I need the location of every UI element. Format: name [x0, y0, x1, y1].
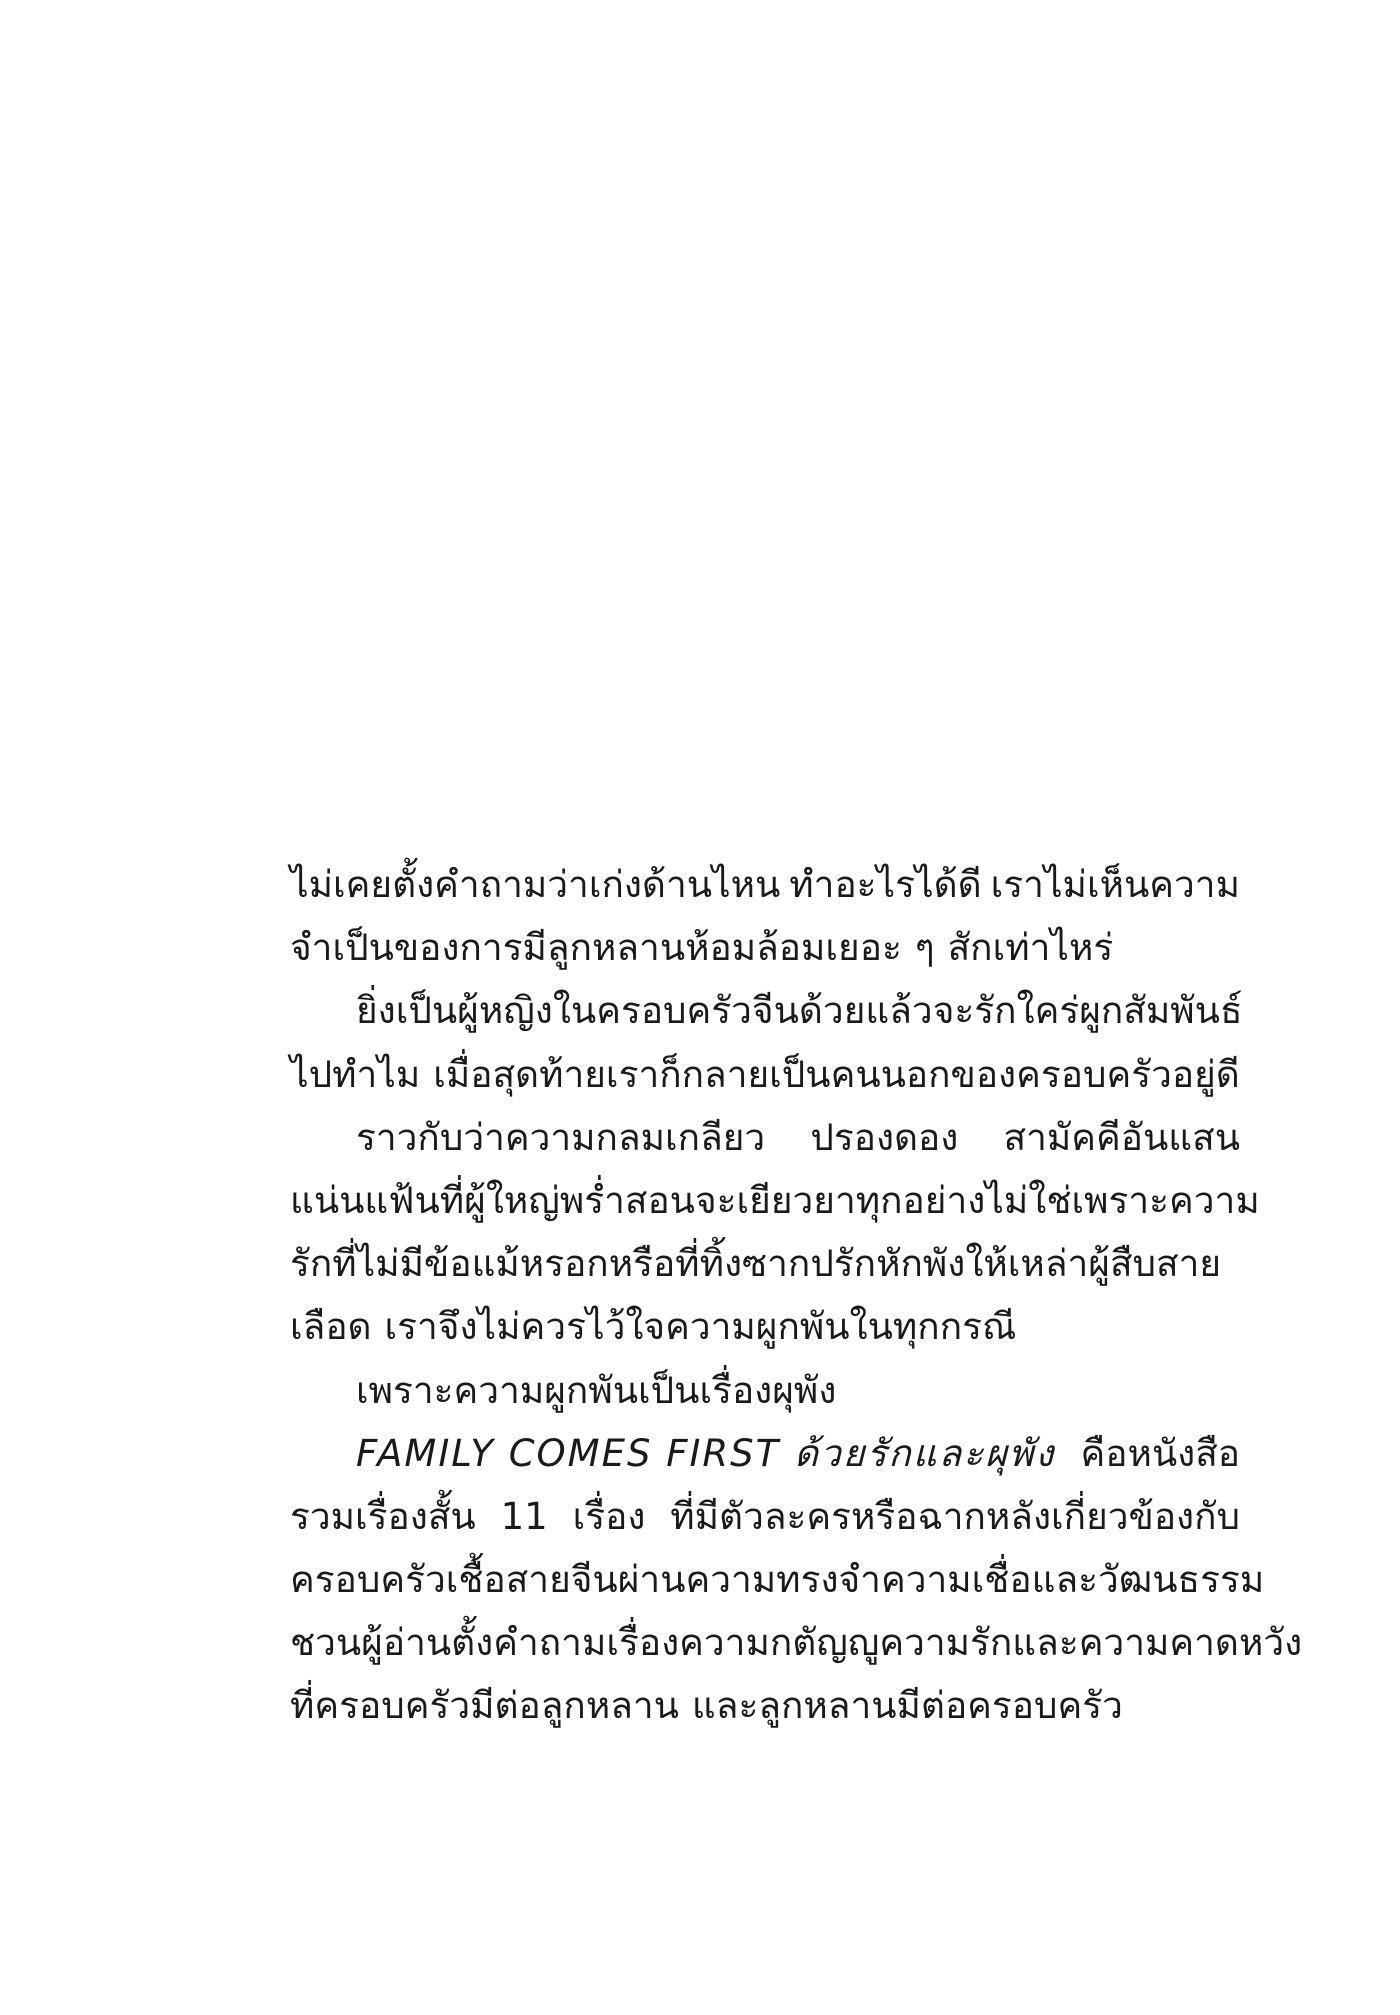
text-segment: เลือด — [290, 1305, 372, 1349]
text-segment: และลูกหลานมีต่อครอบครัว — [691, 1684, 1123, 1728]
text-segment: ผ่านความทรงจำ — [617, 1558, 881, 1602]
text-segment: ไปทำไม — [290, 1052, 421, 1096]
text-line — [290, 1548, 1265, 1611]
text-segment: ทำอะไรได้ดี — [789, 863, 982, 906]
book-title-italic: FAMILY COMES FIRST ด้วยรักและผุพัง — [356, 1431, 1056, 1475]
text-segment: รักที่ไม่มีข้อแม้หรอกหรือที่ทิ้งซากปรักหักพังให้เหล่าผู้สืบสาย — [290, 1242, 1222, 1286]
text-line — [290, 1232, 1240, 1295]
text-segment: ราวกับว่าความกลมเกลียว — [356, 1115, 766, 1159]
text-segment: ครอบครัวเชื้อสายจีน — [290, 1558, 618, 1602]
text-segment: สามัคคีอันแสน — [1003, 1115, 1240, 1159]
text-segment: ไม่เคยตั้งคำถามว่าเก่งด้านไหน — [290, 863, 781, 906]
text-segment: เราไม่เห็นความ — [990, 863, 1240, 906]
text-line — [290, 1169, 1260, 1232]
text-line — [290, 1359, 1240, 1422]
text-segment: ชวนผู้อ่านตั้งคำถามเรื่องความกตัญญู — [290, 1621, 880, 1665]
text-segment: เพราะความผูกพันเป็นเรื่องผุพัง — [356, 1368, 837, 1412]
text-segment: คือหนังสือ — [1080, 1431, 1240, 1475]
text-segment: รวมเรื่องสั้น — [290, 1494, 476, 1538]
text-segment: เมื่อสุดท้ายเราก็กลายเป็นคนนอกของครอบครัวอยู่ดี — [433, 1052, 1240, 1096]
text-segment: ที่ครอบครัวมีต่อลูกหลาน — [290, 1684, 679, 1728]
text-line — [290, 979, 1243, 1042]
text-segment: ที่มีตัวละครหรือฉากหลังเกี่ยวข้องกับ — [670, 1494, 1240, 1538]
text-line — [290, 1043, 1240, 1106]
text-segment: แน่นแฟ้นที่ผู้ใหญ่พร่ำสอนจะเยียวยาทุกอย่าง — [290, 1178, 986, 1222]
text-segment: ปรองดอง — [810, 1115, 959, 1159]
text-line — [290, 1422, 1240, 1485]
text-line — [290, 1106, 1240, 1169]
text-line — [290, 1611, 1303, 1674]
text-segment: ความเชื่อ — [880, 1558, 1032, 1602]
text-segment: เราจึงไม่ควรไว้ใจความผูกพันในทุกกรณี — [384, 1305, 1017, 1349]
text-segment: เรื่อง — [572, 1494, 646, 1538]
text-line — [290, 1674, 1240, 1737]
text-segment: ๆ — [914, 926, 935, 970]
text-line — [290, 1295, 1240, 1358]
text-segment: จะรักใคร่ผูกสัมพันธ์ — [932, 989, 1243, 1033]
body-text — [290, 853, 1303, 1738]
text-segment: และวัฒนธรรม — [1031, 1558, 1265, 1602]
text-segment: สักเท่าไหร่ — [947, 926, 1114, 970]
text-segment: ไม่ใช่เพราะความ — [985, 1178, 1260, 1222]
text-segment: จำเป็นของการมีลูกหลานห้อมล้อมเยอะ — [290, 926, 902, 970]
text-segment: 11 — [500, 1494, 548, 1538]
text-line — [290, 853, 1240, 916]
text-line — [290, 1485, 1240, 1548]
text-segment: ความรักและความคาดหวัง — [879, 1621, 1303, 1665]
text-line — [290, 916, 1240, 979]
text-segment: ยิ่งเป็นผู้หญิงในครอบครัวจีนด้วยแล้ว — [356, 989, 933, 1033]
